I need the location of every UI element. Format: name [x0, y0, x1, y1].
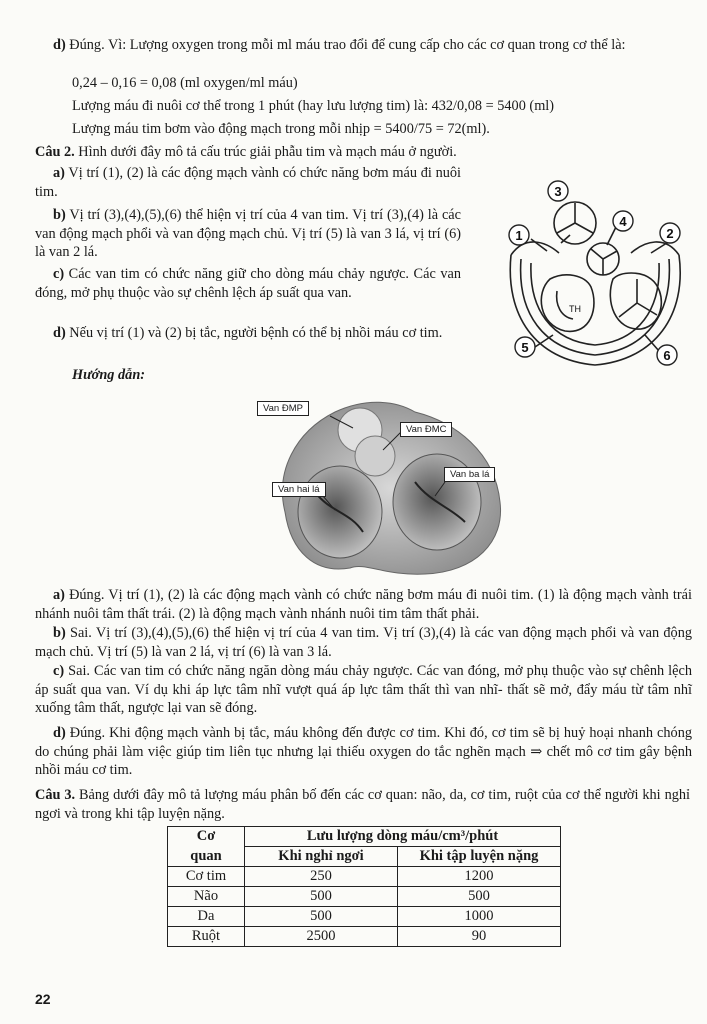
answer-b-label: b) [53, 625, 66, 641]
cell-exercise: 500 [398, 887, 561, 907]
header-exercise: Khi tập luyện nặng [398, 847, 561, 867]
table-row [168, 907, 561, 927]
intro-d-text: Đúng. Vì: Lượng oxygen trong mỗi ml máu trao đổi để cung cấp cho các cơ quan trong cơ thể là: [65, 37, 626, 53]
q2-b-label: b) [53, 207, 66, 223]
cell-rest: 500 [245, 887, 398, 907]
inner-label: TH [569, 304, 581, 314]
q2-option-b [35, 206, 461, 262]
label-van-hai-la: Van hai lá [272, 482, 326, 497]
answer-c-label: c) [53, 663, 65, 679]
cell-organ: Da [168, 907, 245, 927]
answer-a [35, 586, 692, 623]
answer-a-text: Đúng. Vị trí (1), (2) là các động mạch vành có chức năng bơm máu đi nuôi tim. (1) là động mạch vành trái nhánh nuôi tâm thất trái. (2) là động mạch vành nhánh nuôi tim tâm thất phải. [35, 587, 692, 622]
answer-a-label: a) [53, 587, 65, 603]
marker-6-label: 6 [663, 348, 671, 363]
q2-b-text: Vị trí (3),(4),(5),(6) thể hiện vị trí của 4 van tim. Vị trí (3),(4) là các van động mạch phổi và van động mạch chủ. Vị trí (5) là van 3 lá, vị trí (6) là van 2 lá. [35, 207, 461, 261]
q2-label: Câu 2. [35, 144, 75, 160]
intro-eq2: Lượng máu đi nuôi cơ thể trong 1 phút (hay lưu lượng tim) là: 432/0,08 = 5400 (ml) [72, 98, 555, 114]
blood-flow-table [167, 826, 561, 947]
header-flow: Lưu lượng dòng máu/cm³/phút [245, 827, 561, 847]
table-row [168, 887, 561, 907]
intro-eq3: Lượng máu tim bơm vào động mạch trong mỗi nhịp = 5400/75 = 72(ml). [72, 121, 490, 137]
q3-stem [35, 786, 690, 823]
cell-exercise: 90 [398, 927, 561, 947]
answer-b [35, 624, 692, 661]
answer-c-text: Sai. Các van tim có chức năng ngăn dòng máu chảy ngược. Các van đóng, mở phụ thuộc vào sự chênh lệch áp suất qua van. Ví dụ khi áp lực tâm nhĩ vượt quá áp lực tâm thất thì van nhĩ- thất sẽ mở, đẩy máu từ tâm nhĩ xuống tâm thất, ngược lại van sẽ đóng. [35, 663, 692, 717]
cell-organ: Não [168, 887, 245, 907]
cell-rest: 500 [245, 907, 398, 927]
q2-guide-heading: Hướng dẫn: [72, 367, 146, 383]
q2-a-text: Vị trí (1), (2) là các động mạch vành có chức năng bơm máu đi nuôi tim. [35, 165, 461, 200]
answer-b-text: Sai. Vị trí (3),(4),(5),(6) thể hiện vị trí của 4 van tim. Vị trí (3),(4) là các van động mạch phổi và van động mạch chủ. Vị trí (5) là van 2 lá, vị trí (6) là van 3 lá. [35, 625, 692, 660]
q2-a-label: a) [53, 165, 65, 181]
answer-d-text: Đúng. Khi động mạch vành bị tắc, máu không đến được cơ tim. Khi đó, cơ tim sẽ bị huỷ hoại nhanh chóng do chúng phải làm việc giúp tim liên tục nhưng lại thiếu oxygen do tắc nghẽn mạch ⇒ chết mô cơ tim gây bệnh nhồi máu cơ tim. [35, 725, 692, 779]
answer-d-label: d) [53, 725, 66, 741]
header-organ-2: quan [168, 847, 245, 867]
cell-rest: 250 [245, 867, 398, 887]
page-number: 22 [35, 991, 51, 1007]
answer-d [35, 724, 692, 780]
intro-d-paragraph [35, 36, 690, 55]
marker-2-label: 2 [666, 226, 674, 241]
q2-c-label: c) [53, 266, 65, 282]
header-rest: Khi nghỉ ngơi [245, 847, 398, 867]
header-organ-1: Cơ [168, 827, 245, 847]
q2-option-d [35, 324, 461, 343]
q2-d-text: Nếu vị trí (1) và (2) bị tắc, người bệnh có thể bị nhồi máu cơ tim. [65, 325, 443, 341]
q3-stem-text: Bảng dưới đây mô tả lượng máu phân bố đến các cơ quan: não, da, cơ tim, ruột của cơ thể người khi nghỉ ngơi và trong khi tập luyện nặng. [35, 787, 690, 822]
table-row [168, 867, 561, 887]
marker-4-label: 4 [619, 214, 627, 229]
table-row [168, 927, 561, 947]
q2-stem-text: Hình dưới đây mô tả cấu trúc giải phẫu tim và mạch máu ở người. [74, 144, 457, 160]
cell-rest: 2500 [245, 927, 398, 947]
intro-eq1: 0,24 – 0,16 = 0,08 (ml oxygen/ml máu) [72, 75, 298, 91]
marker-1-label: 1 [515, 228, 523, 243]
q2-option-a [35, 164, 461, 201]
q2-c-text: Các van tim có chức năng giữ cho dòng máu chảy ngược. Các van đóng, mở phụ thuộc vào sự chênh lệch áp suất qua van. [35, 266, 461, 301]
q2-stem [35, 143, 695, 162]
q3-label: Câu 3. [35, 787, 76, 803]
cell-organ: Cơ tim [168, 867, 245, 887]
label-van-dmc: Van ĐMC [400, 422, 452, 437]
heart-valves-diagram [495, 175, 695, 380]
cell-organ: Ruột [168, 927, 245, 947]
label-van-dmp: Van ĐMP [257, 401, 309, 416]
q2-d-label: d) [53, 325, 66, 341]
intro-d-label: d) [53, 37, 66, 53]
label-van-ba-la: Van ba lá [444, 467, 495, 482]
cell-exercise: 1000 [398, 907, 561, 927]
marker-3-label: 3 [554, 184, 562, 199]
q2-option-c [35, 265, 461, 302]
cell-exercise: 1200 [398, 867, 561, 887]
answer-c [35, 662, 692, 718]
marker-5-label: 5 [521, 340, 529, 355]
